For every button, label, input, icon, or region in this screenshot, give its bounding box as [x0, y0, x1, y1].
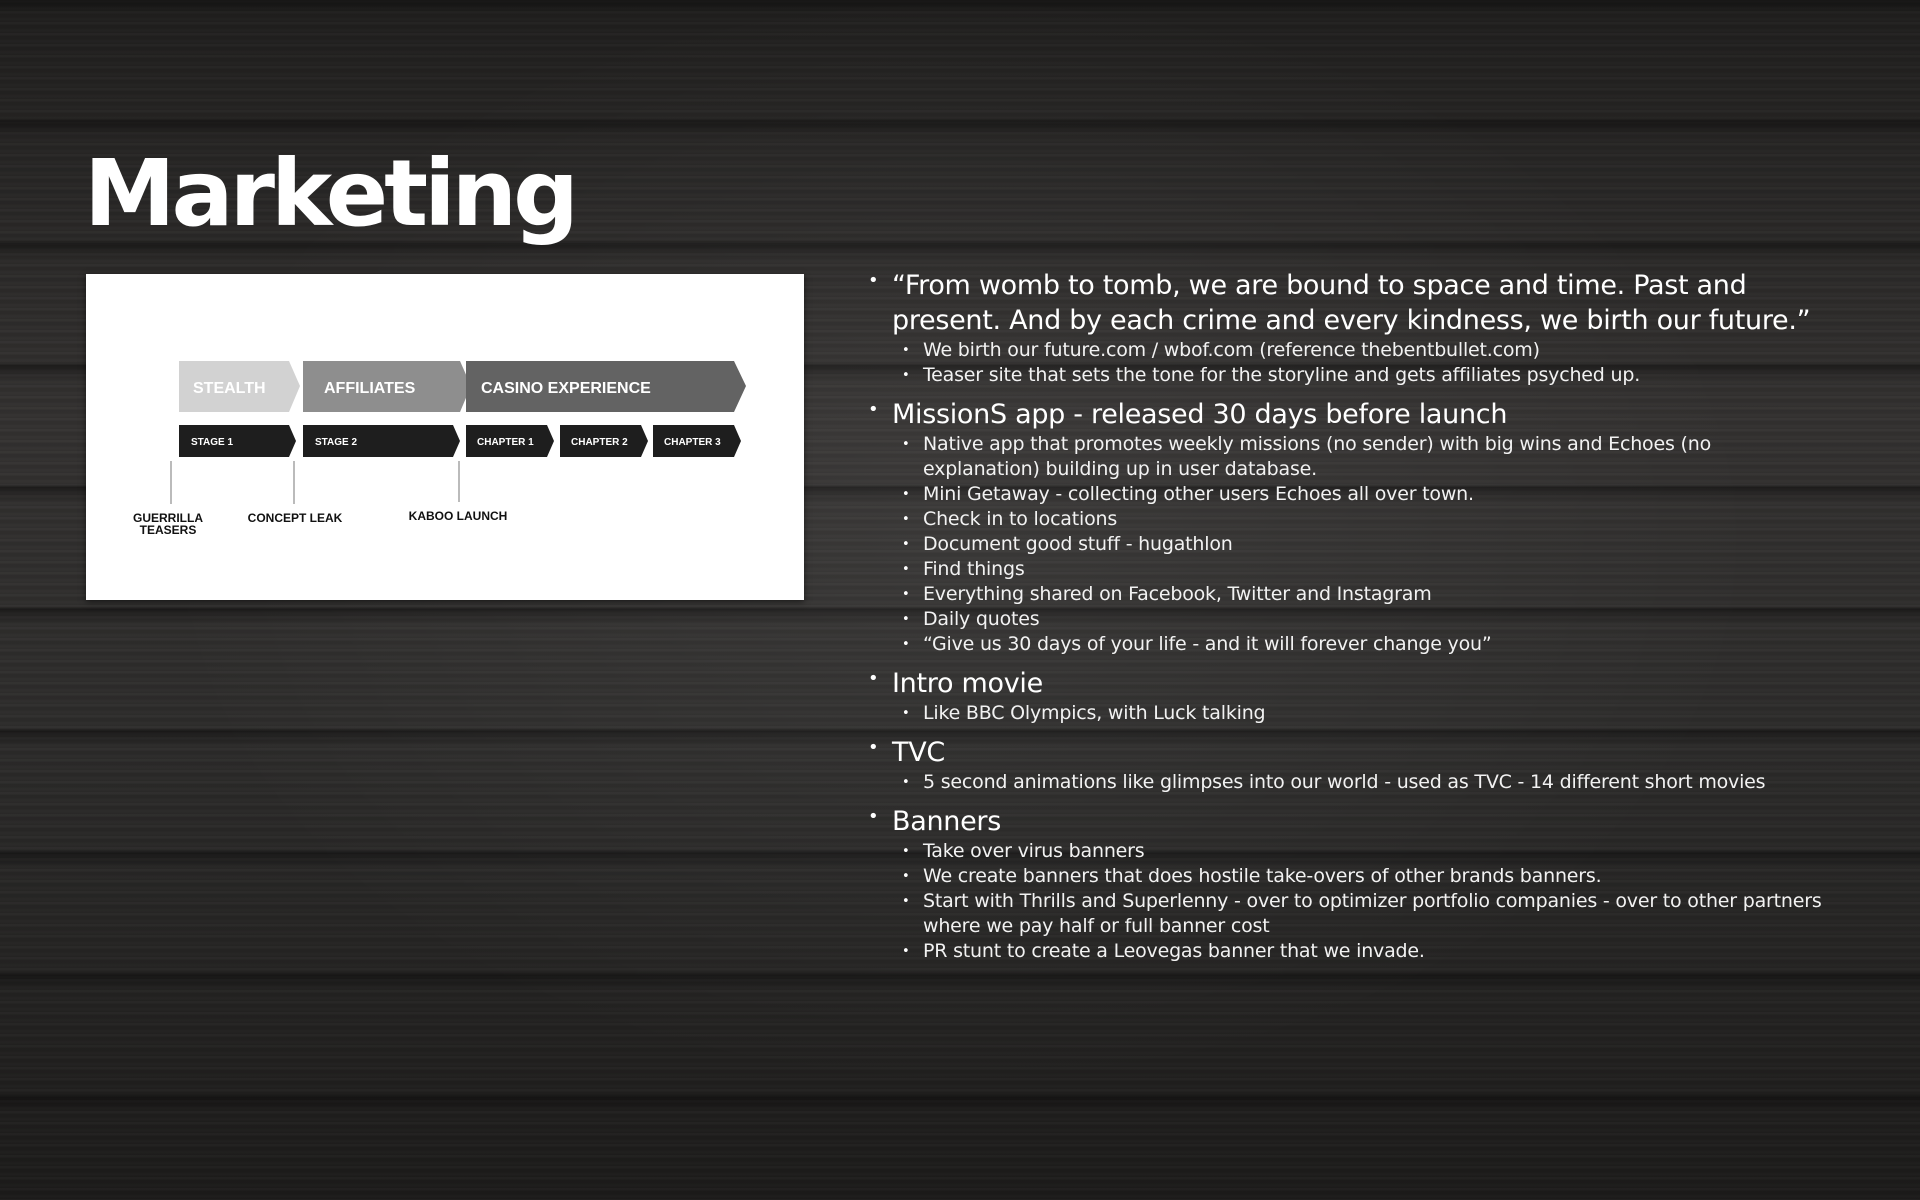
section-tvc — [866, 735, 1826, 795]
list-item: • “Give us 30 days of your life - and it will forever change you” — [892, 632, 1826, 657]
section-heading: • Intro movie — [892, 668, 1043, 699]
milestone-kaboo-label: KABOO LAUNCH — [408, 509, 508, 523]
stage-casino-label: CASINO EXPERIENCE — [481, 380, 651, 397]
milestone-guerrilla-label-line2: TEASERS — [139, 523, 197, 537]
slide-title: Marketing — [84, 140, 575, 247]
bullet-content — [866, 268, 1826, 973]
list-item: • 5 second animations like glimpses into our world - used as TVC - 14 different short movies — [892, 770, 1826, 795]
list-item: • Mini Getaway - collecting other users Echoes all over town. — [892, 482, 1826, 507]
list-item: • Native app that promotes weekly missions (no sender) with big wins and Echoes (no explanation) building up in user database. — [892, 432, 1826, 482]
stage-affiliates-label: AFFILIATES — [324, 380, 416, 397]
section-heading: • Banners — [892, 806, 1001, 837]
substage-stage2-label: STAGE 2 — [315, 437, 358, 448]
section-items — [892, 701, 1826, 726]
stage-stealth-label: STEALTH — [193, 380, 266, 397]
section-items — [892, 839, 1826, 964]
substage-stage1-label: STAGE 1 — [191, 437, 234, 448]
list-item: • Take over virus banners — [892, 839, 1826, 864]
roadmap-diagram — [86, 274, 804, 600]
milestone-guerrilla-label-line1: GUERRILLA — [133, 511, 203, 525]
list-item: • Everything shared on Facebook, Twitter and Instagram — [892, 582, 1826, 607]
section-intro-movie — [866, 666, 1826, 726]
section-heading: • TVC — [892, 737, 945, 768]
list-item: • Find things — [892, 557, 1826, 582]
substage-chapter2-label: CHAPTER 2 — [571, 437, 628, 448]
section-items — [892, 770, 1826, 795]
list-item: • We birth our future.com / wbof.com (reference thebentbullet.com) — [892, 338, 1826, 363]
list-item: • We create banners that does hostile take-overs of other brands banners. — [892, 864, 1826, 889]
substage-chapter3-label: CHAPTER 3 — [664, 437, 721, 448]
list-item: • Teaser site that sets the tone for the storyline and gets affiliates psyched up. — [892, 363, 1826, 388]
section-items — [892, 432, 1826, 657]
list-item: • Document good stuff - hugathlon — [892, 532, 1826, 557]
list-item: • Check in to locations — [892, 507, 1826, 532]
section-heading: • “From womb to tomb, we are bound to space and time. Past and present. And by each crime and every kindness, we birth our future.” — [892, 270, 1811, 336]
list-item: • Daily quotes — [892, 607, 1826, 632]
section-items — [892, 338, 1826, 388]
list-item: • Like BBC Olympics, with Luck talking — [892, 701, 1826, 726]
list-item: • PR stunt to create a Leovegas banner that we invade. — [892, 939, 1826, 964]
milestone-concept-label: CONCEPT LEAK — [247, 511, 343, 525]
section-heading: • MissionS app - released 30 days before launch — [892, 399, 1508, 430]
substage-chapter1-label: CHAPTER 1 — [477, 437, 534, 448]
section-banners — [866, 804, 1826, 964]
section-missions-app — [866, 397, 1826, 657]
list-item: • Start with Thrills and Superlenny - over to optimizer portfolio companies - over to other partners where we pay half or full banner cost — [892, 889, 1826, 939]
section-quote — [866, 268, 1826, 388]
